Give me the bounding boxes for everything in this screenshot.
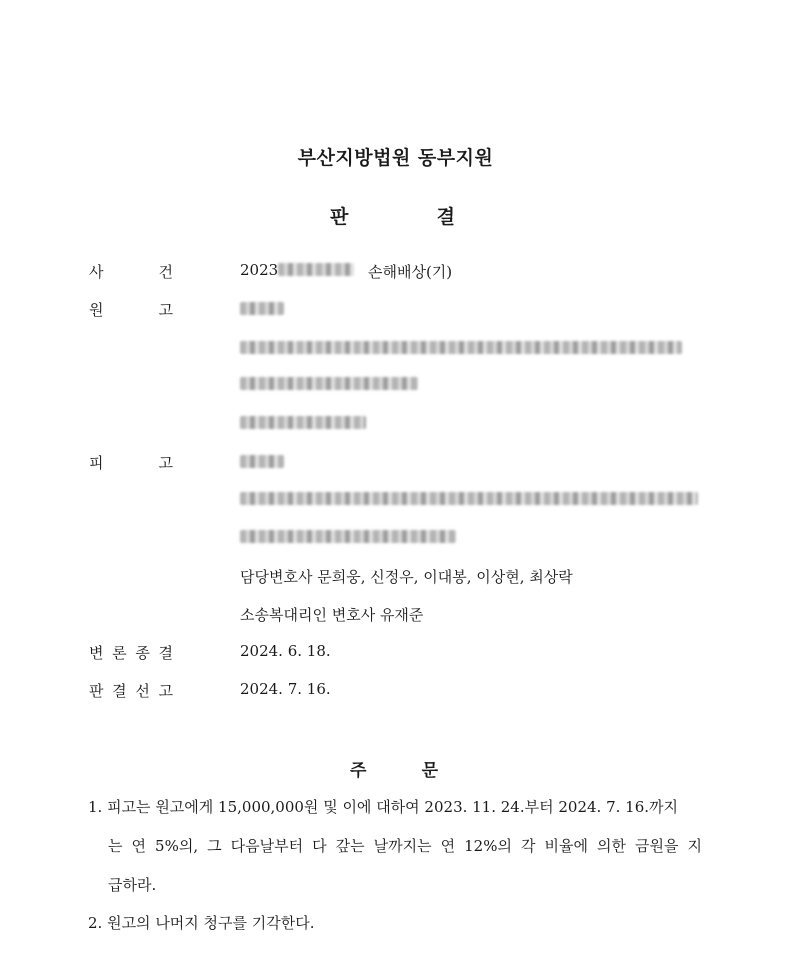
document-title [330, 202, 455, 229]
case-number-prefix: 2023 [240, 261, 279, 279]
argument-closed-label [89, 642, 173, 663]
label-char: 판 [89, 682, 104, 700]
defendant-counsel: 담당변호사 문희웅, 신정우, 이대봉, 이상현, 최상락 [240, 568, 573, 586]
case-name: 손해배상(기) [368, 263, 453, 281]
label-char: 피 [89, 454, 104, 472]
label-char: 고 [158, 454, 173, 472]
redacted-defendant-address [240, 492, 698, 505]
argument-closed-date: 2024. 6. 18. [240, 642, 331, 660]
label-char: 변 [89, 644, 104, 662]
label-char: 결 [112, 682, 127, 700]
redacted-plaintiff-agent [240, 416, 366, 429]
title-char: 결 [436, 206, 455, 228]
label-char: 고 [158, 301, 173, 319]
label-char: 종 [135, 644, 150, 662]
title-char: 주 [350, 761, 367, 781]
redacted-defendant-detail [240, 530, 456, 543]
redacted-plaintiff-detail [240, 377, 418, 390]
label-char: 론 [112, 644, 127, 662]
plaintiff-label [89, 299, 173, 320]
order-item-1-line-1: 1. 피고는 원고에게 15,000,000원 및 이에 대하여 2023. 11. 24.부터 2024. 7. 16.까지 [88, 798, 678, 816]
judgment-date: 2024. 7. 16. [240, 680, 331, 698]
case-label [89, 261, 173, 282]
label-char: 결 [158, 644, 173, 662]
redacted-plaintiff-name [240, 302, 284, 315]
redacted-case-number [278, 263, 354, 276]
label-char: 선 [135, 682, 150, 700]
defendant-label [89, 452, 173, 473]
order-title [350, 756, 438, 781]
label-char: 건 [158, 263, 173, 281]
order-item-2: 2. 원고의 나머지 청구를 기각한다. [88, 914, 315, 932]
judgment-date-label [89, 680, 173, 701]
title-char: 판 [330, 206, 349, 228]
court-name: 부산지방법원 동부지원 [297, 147, 494, 169]
redacted-plaintiff-address [240, 341, 682, 354]
label-char: 원 [89, 301, 104, 319]
order-item-1-line-2: 는 연 5%의, 그 다음날부터 다 갚는 날까지는 연 12%의 각 비율에 의한 금원을 지 [108, 837, 702, 855]
defendant-sub-agent: 소송복대리인 변호사 유재준 [240, 606, 424, 624]
order-item-1-line-3: 급하라. [108, 876, 157, 894]
redacted-defendant-name [240, 455, 284, 468]
label-char: 고 [158, 682, 173, 700]
title-char: 문 [421, 761, 438, 781]
label-char: 사 [89, 263, 104, 281]
